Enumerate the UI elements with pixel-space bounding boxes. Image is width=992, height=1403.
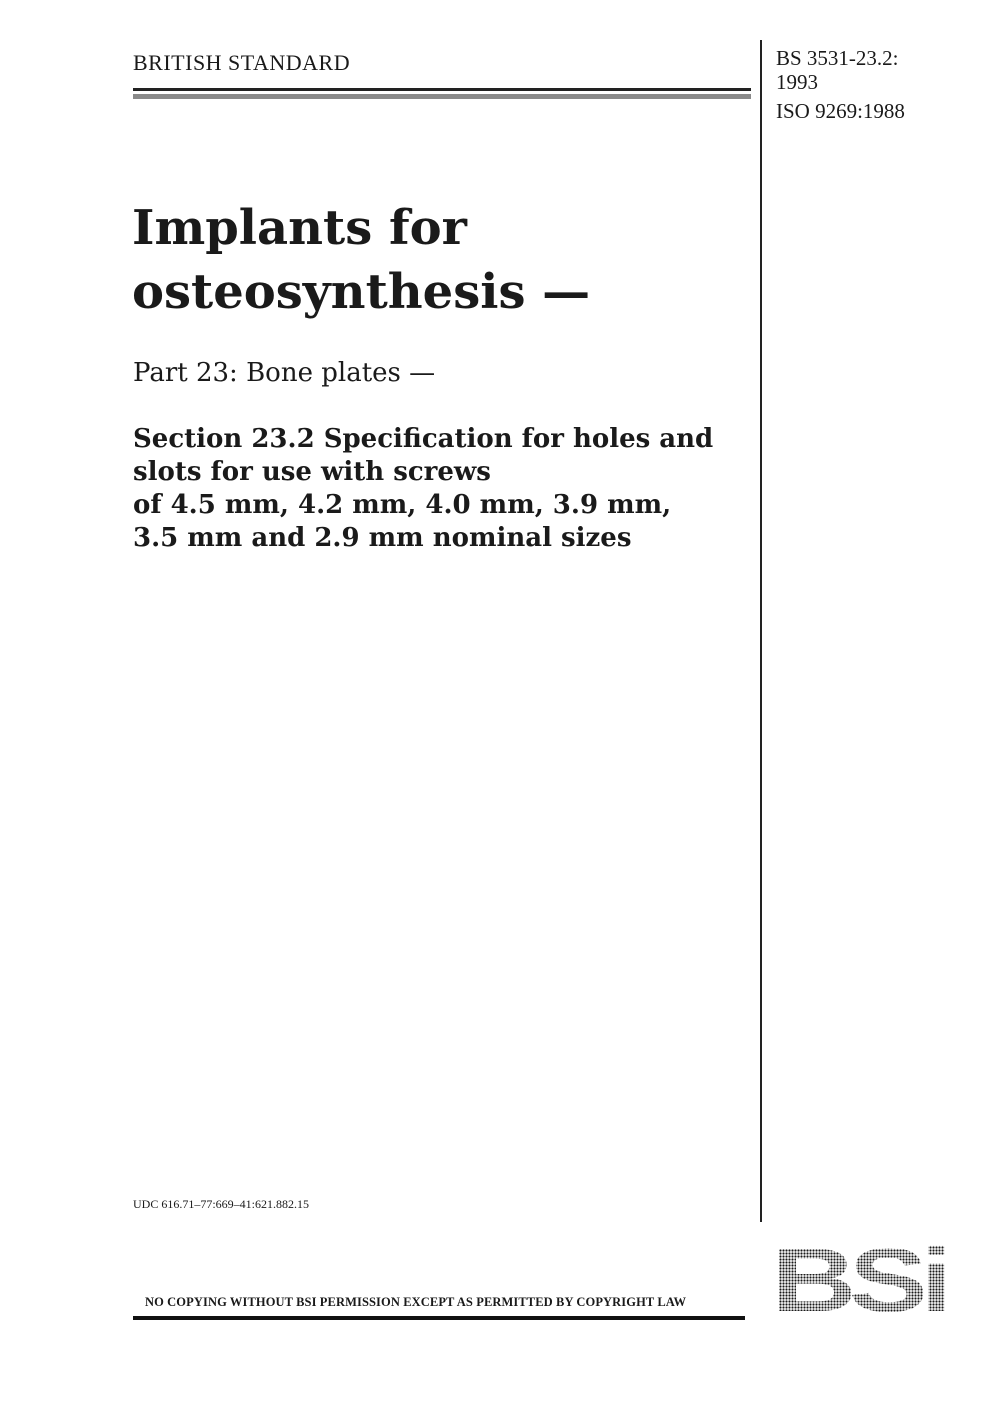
column-divider <box>760 40 762 1222</box>
part-subtitle: Part 23: Bone plates — <box>133 358 436 388</box>
bsi-logo <box>770 1243 946 1319</box>
document-title <box>132 196 752 324</box>
copyright-notice: NO COPYING WITHOUT BSI PERMISSION EXCEPT AS PERMITTED BY COPYRIGHT LAW <box>145 1295 687 1309</box>
standard-type-label: BRITISH STANDARD <box>133 50 351 75</box>
udc-classification: UDC 616.71–77:669–41:621.882.15 <box>133 1197 310 1211</box>
svg-text:BSi: BSi <box>771 1243 945 1319</box>
iso-reference: ISO 9269:1988 <box>776 99 905 123</box>
title-line-1: Implants for <box>132 200 467 256</box>
section-line-3: of 4.5 mm, 4.2 mm, 4.0 mm, 3.9 mm, <box>133 490 672 520</box>
footer-rule <box>133 1316 745 1320</box>
standard-year: 1993 <box>776 70 818 94</box>
section-line-4: 3.5 mm and 2.9 mm nominal sizes <box>133 523 632 553</box>
standard-number: BS 3531-23.2: <box>776 46 899 70</box>
header-rule-gray <box>133 94 751 99</box>
header-rule <box>133 88 751 91</box>
section-subtitle <box>133 423 758 555</box>
title-line-2: osteosynthesis — <box>132 264 591 320</box>
section-line-1: Section 23.2 Specification for holes and <box>133 424 714 454</box>
section-line-2: slots for use with screws <box>133 457 491 487</box>
